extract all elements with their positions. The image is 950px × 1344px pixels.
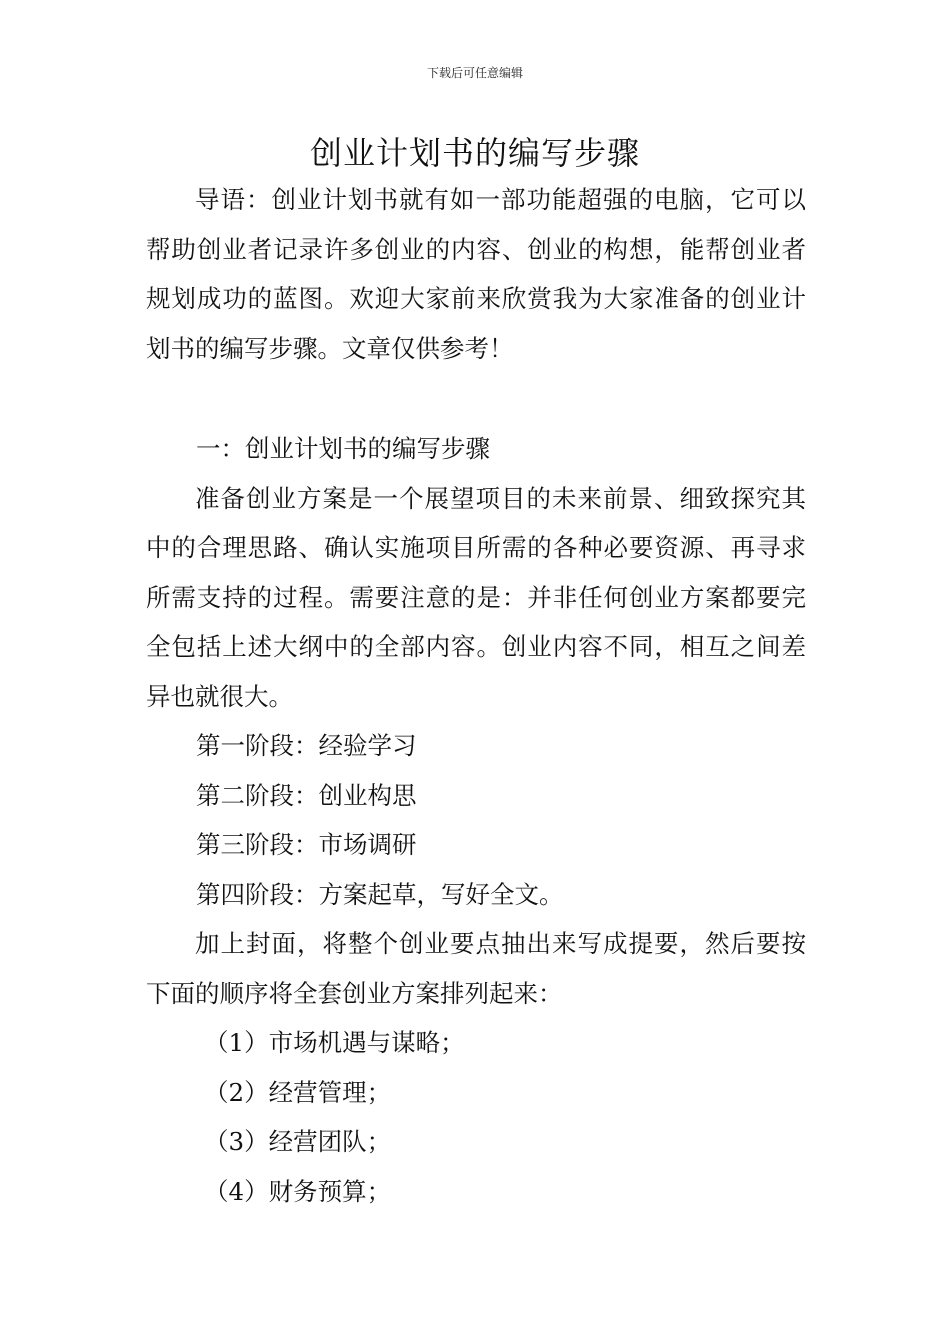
header-note: 下载后可任意编辑 xyxy=(426,66,523,80)
main-block xyxy=(146,424,806,1216)
list-item: （2）经营管理； xyxy=(204,1077,392,1107)
list-item: （4）财务预算； xyxy=(204,1176,392,1206)
intro-paragraph: 导语：创业计划书就有如一部功能超强的电脑，它可以帮助创业者记录许多创业的内容、创业的构想，能帮创业者规划成功的蓝图。欢迎大家前来欣赏我为大家准备的创业计划书的编写步骤。文章仅供参考！ xyxy=(146,185,806,363)
stage-item: 第三阶段：市场调研 xyxy=(196,830,417,859)
document-title: 创业计划书的编写步骤 xyxy=(309,134,640,172)
stage-item: 第一阶段：经验学习 xyxy=(196,731,417,760)
stage-item: 第四阶段：方案起草，写好全文。 xyxy=(196,879,564,909)
list-item: （3）经营团队； xyxy=(204,1127,392,1156)
section-heading: 一：创业计划书的编写步骤 xyxy=(196,434,490,463)
intro-block xyxy=(146,175,806,373)
list-item: （1）市场机遇与谋略； xyxy=(204,1028,465,1057)
paragraph-2: 加上封面，将整个创业要点抽出来写成提要，然后要按下面的顺序将全套创业方案排列起来： xyxy=(146,929,806,1008)
paragraph-1: 准备创业方案是一个展望项目的未来前景、细致探究其中的合理思路、确认实施项目所需的各种必要资源、再寻求所需支持的过程。需要注意的是：并非任何创业方案都要完全包括上述大纲中的全部内容。创业内容不同，相互之间差异也就很大。 xyxy=(146,483,806,711)
stage-item: 第二阶段：创业构思 xyxy=(196,780,417,810)
